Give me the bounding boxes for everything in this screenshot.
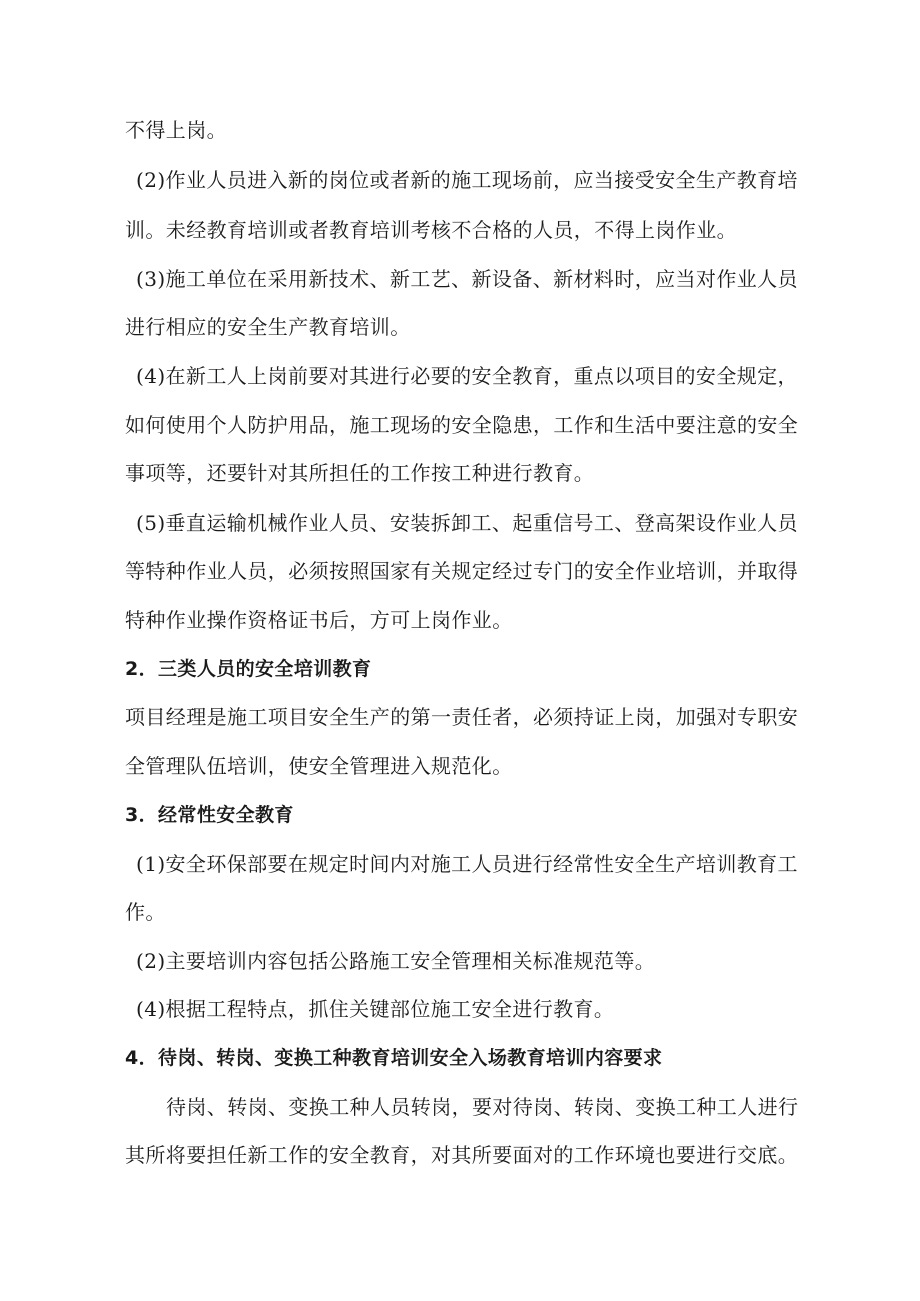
paragraph-line: 项目经理是施工项目安全生产的第一责任者，必须持证上岗，加强对专职安 [125,705,799,729]
paragraph-line: 其所将要担任新工作的安全教育，对其所要面对的工作环境也要进行交底。 [125,1143,799,1167]
section-heading: 4．待岗、转岗、变换工种教育培训安全入场教育培训内容要求 [125,1047,663,1069]
paragraph-line: 特种作业操作资格证书后，方可上岗作业。 [125,608,513,632]
paragraph-line: 作。 [125,900,166,924]
paragraph-line: (3)施工单位在采用新技术、新工艺、新设备、新材料时，应当对作业人员 [136,267,798,291]
paragraph-line: (4)根据工程特点，抓住关键部位施工安全进行教育。 [136,997,615,1021]
paragraph-line: (2)主要培训内容包括公路施工安全管理相关标准规范等。 [136,949,656,973]
paragraph-line: 进行相应的安全生产教育培训。 [125,315,411,339]
paragraph-line: 全管理队伍培训，使安全管理进入规范化。 [125,754,513,778]
paragraph-line: 事项等，还要针对其所担任的工作按工种进行教育。 [125,461,595,485]
section-heading: 2．三类人员的安全培训教育 [125,658,372,680]
paragraph-line: (4)在新工人上岗前要对其进行必要的安全教育，重点以项目的安全规定， [136,364,798,388]
paragraph-line: (1)安全环保部要在规定时间内对施工人员进行经常性安全生产培训教育工 [136,852,798,876]
paragraph-line: 训。未经教育培训或者教育培训考核不合格的人员，不得上岗作业。 [125,218,737,242]
paragraph-line: 不得上岗。 [125,118,227,142]
paragraph-line: 待岗、转岗、变换工种人员转岗，要对待岗、转岗、变换工种工人进行 [166,1095,799,1119]
paragraph-line: 如何使用个人防护用品，施工现场的安全隐患，工作和生活中要注意的安全 [125,413,799,437]
paragraph-line: (2)作业人员进入新的岗位或者新的施工现场前，应当接受安全生产教育培 [136,168,798,192]
paragraph-line: (5)垂直运输机械作业人员、安装拆卸工、起重信号工、登高架设作业人员 [136,511,798,535]
section-heading: 3．经常性安全教育 [125,804,294,826]
paragraph-line: 等特种作业人员，必须按照国家有关规定经过专门的安全作业培训，并取得 [125,559,799,583]
